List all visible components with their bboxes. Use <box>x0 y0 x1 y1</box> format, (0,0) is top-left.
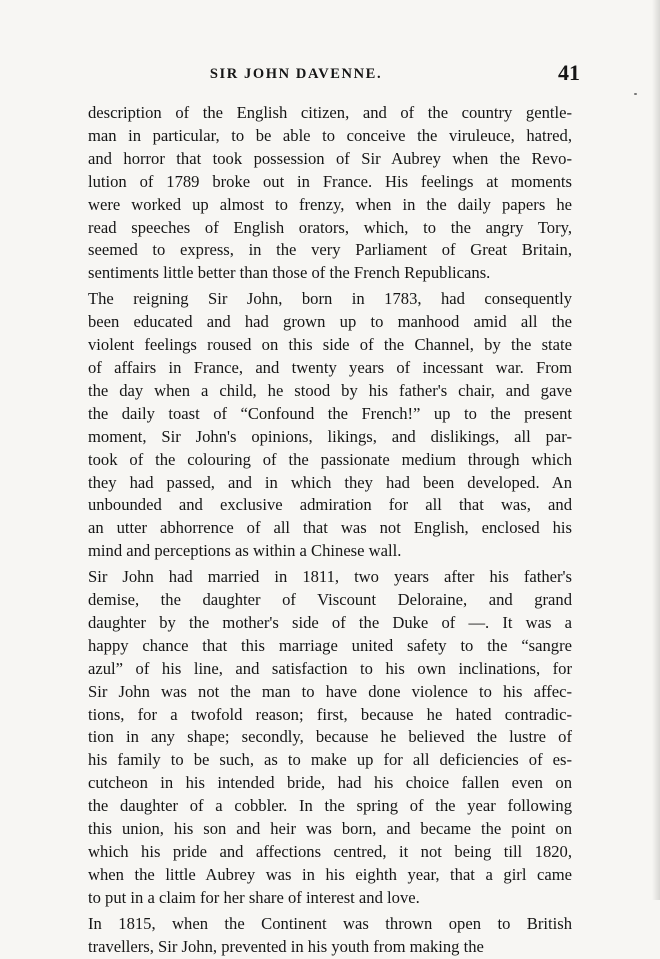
text-line: description of the English citizen, and of the country gentle- <box>88 103 572 122</box>
text-line: the daily toast of “Confound the French!” up to the present <box>88 403 572 423</box>
text-line: sentiments little better than those of the French Republicans. <box>88 263 491 283</box>
running-head <box>86 60 580 88</box>
text-line: the daughter of a cobbler. In the spring of the year following <box>88 796 572 816</box>
body-text <box>88 102 572 959</box>
text-line: happy chance that this marriage united safety to the “sangre <box>88 635 572 655</box>
paragraph <box>88 288 572 563</box>
text-line: seemed to express, in the very Parliament of Great Britain, <box>88 240 572 260</box>
text-line: this union, his son and heir was born, and became the point on <box>88 819 572 839</box>
text-line: when the little Aubrey was in his eighth year, that a girl came <box>88 864 572 884</box>
text-line: which his pride and affections centred, it not being till 1820, <box>88 842 572 861</box>
text-line: man in particular, to be able to conceive the viruleuce, hatred, <box>88 125 572 145</box>
text-line: cutcheon in his intended bride, had his choice fallen even on <box>88 773 572 793</box>
text-line: were worked up almost to frenzy, when in the daily papers he <box>88 194 572 214</box>
page-edge-shadow <box>652 0 660 900</box>
text-line: In 1815, when the Continent was thrown open to British <box>88 913 572 933</box>
paragraph <box>88 566 572 910</box>
text-line: The reigning Sir John, born in 1783, had consequently <box>88 289 572 309</box>
text-line: Sir John was not the man to have done violence to his affec- <box>88 681 572 701</box>
text-line: of affairs in France, and twenty years of incessant war. From <box>88 357 572 377</box>
text-line: his family to be such, as to make up for all deficiencies of es- <box>88 750 572 770</box>
paragraph <box>88 913 572 959</box>
text-line: tions, for a twofold reason; first, because he hated contradic- <box>88 704 572 724</box>
text-line: been educated and had grown up to manhood amid all the <box>88 312 572 332</box>
paragraph <box>88 102 572 285</box>
text-line: violent feelings roused on this side of the Channel, by the state <box>88 335 572 355</box>
text-line: unbounded and exclusive admiration for all that was, and <box>88 495 572 515</box>
text-line: they had passed, and in which they had been developed. An <box>88 472 572 492</box>
text-line: read speeches of English orators, which, to the angry Tory, <box>88 217 572 237</box>
scan-speck <box>634 93 637 95</box>
running-title: SIR JOHN DAVENNE. <box>209 66 383 82</box>
text-line: lution of 1789 broke out in France. His feelings at moments <box>88 171 572 191</box>
text-line: mind and perceptions as within a Chinese wall. <box>88 541 402 561</box>
text-line: demise, the daughter of Viscount Deloraine, and grand <box>88 590 572 610</box>
text-line: azul” of his line, and satisfaction to his own inclinations, for <box>88 658 572 678</box>
text-line: took of the colouring of the passionate medium through which <box>88 449 572 469</box>
text-line: moment, Sir John's opinions, likings, and dislikings, all par- <box>88 426 572 446</box>
page-number: 41 <box>558 60 580 85</box>
text-line: an utter abhorrence of all that was not English, enclosed his <box>88 518 572 538</box>
text-line: the day when a child, he stood by his father's chair, and gave <box>88 380 572 400</box>
text-line: Sir John had married in 1811, two years after his father's <box>88 567 572 587</box>
text-line: and horror that took possession of Sir Aubrey when the Revo- <box>88 148 572 168</box>
text-line: daughter by the mother's side of the Duke of —. It was a <box>88 612 572 632</box>
text-line: tion in any shape; secondly, because he believed the lustre of <box>88 727 572 747</box>
text-line: to put in a claim for her share of interest and love. <box>88 887 420 907</box>
text-line: travellers, Sir John, prevented in his youth from making the <box>88 936 484 956</box>
